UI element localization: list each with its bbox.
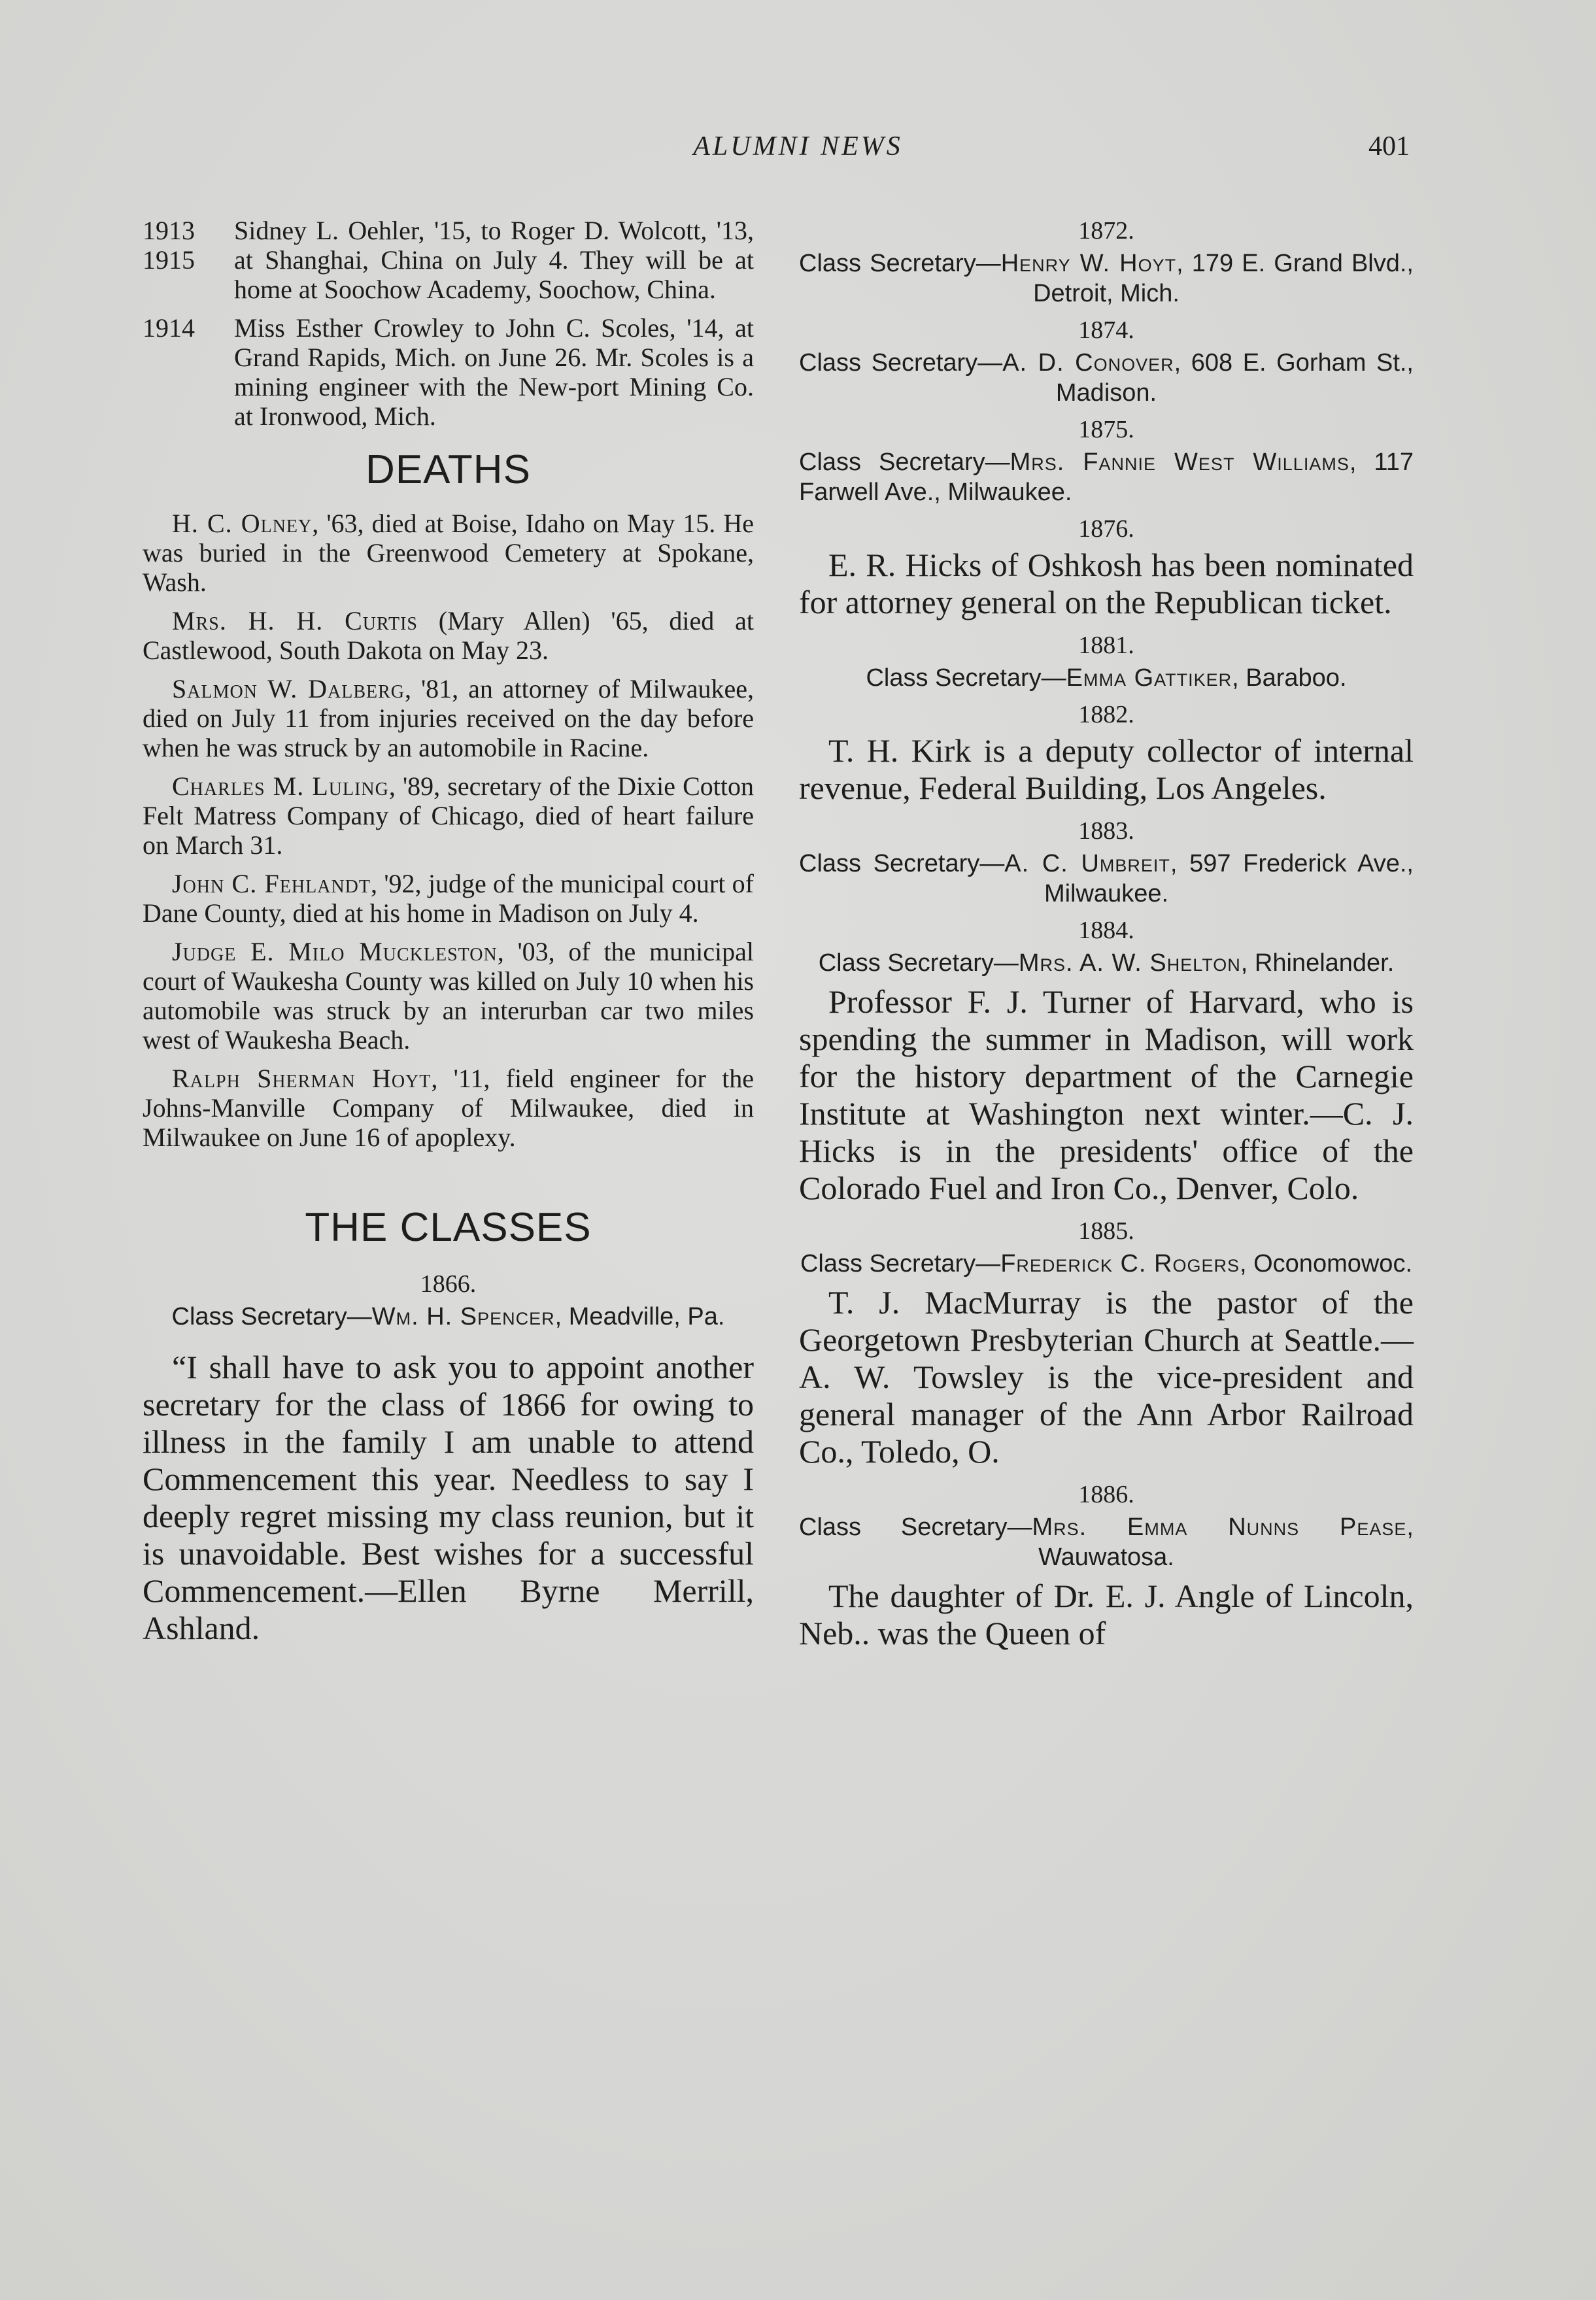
sec-name: Mrs. Fannie West Williams	[1010, 448, 1350, 476]
class-note: E. R. Hicks of Oshkosh has been nominated for attorney general on the Republican ticket.	[799, 547, 1414, 620]
sec-prefix: Class Secretary—	[866, 664, 1066, 692]
sec-prefix: Class Secretary—	[799, 349, 1003, 377]
deaths-heading: DEATHS	[365, 447, 531, 492]
sec-prefix: Class Secretary—	[799, 250, 1001, 277]
death-notice	[143, 606, 754, 665]
sec-rest: , Baraboo.	[1232, 664, 1347, 692]
class-secretary	[799, 948, 1414, 978]
class-note: Professor F. J. Turner of Harvard, who is spending the summer in Madison, will work for the history department of the Carnegie Institute at Washington next winter.—C. J. Hicks is in the presidents' office of the Colorado Fuel and Iron Co., Denver, Colo.	[799, 983, 1414, 1206]
class-year: 1875.	[1078, 416, 1134, 443]
death-text: , '92, judge of the municipal court of Dane County, died at his home in Madison on July 4.	[143, 869, 754, 928]
sec-prefix: Class Secretary—	[799, 448, 1010, 476]
class-note: “I shall have to ask you to appoint another secretary for the class of 1866 for owing to illness in the family I am unable to attend Commencement this year. Needless to say I deeply regret missing my class reunion, but it is unavoidable. Best wishes for a successful Commencement.—Ellen Byrne Merrill, Ashland.	[143, 1349, 754, 1646]
death-name: Ralph Sherman Hoyt	[172, 1064, 432, 1093]
class-secretary	[799, 1512, 1414, 1572]
class-year: 1874.	[1078, 316, 1134, 344]
sec-name: Emma Gattiker	[1066, 664, 1232, 692]
death-notice	[143, 869, 754, 928]
page-header	[0, 131, 1596, 170]
sec-rest: , 179 E. Grand Blvd., Detroit, Mich.	[1033, 250, 1414, 307]
class-year: 1882.	[1078, 701, 1134, 728]
year-label: 1913	[143, 216, 195, 245]
class-year: 1876.	[1078, 515, 1134, 543]
marriage-entry	[143, 216, 754, 304]
class-secretary	[799, 348, 1414, 408]
page-number: 401	[1368, 131, 1410, 161]
class-year: 1881.	[1078, 632, 1134, 659]
death-name: Salmon W. Dalberg	[172, 674, 405, 703]
death-notice	[143, 771, 754, 860]
year-label: 1915	[143, 245, 195, 275]
sec-name: Henry W. Hoyt	[1000, 250, 1177, 277]
class-secretary	[799, 447, 1414, 507]
death-name: H. C. Olney	[172, 509, 313, 538]
sec-name: A. C. Umbreit	[1004, 850, 1170, 877]
death-text: , '81, an attorney of Milwaukee, died on July 11 from injuries received on the day before when he was struck by an automobile in Racine.	[143, 674, 754, 762]
class-note: The daughter of Dr. E. J. Angle of Lincoln, Neb.. was the Queen of	[799, 1578, 1414, 1651]
left-column	[143, 216, 754, 1656]
sec-name: Frederick C. Rogers	[1000, 1250, 1240, 1277]
death-text: , '63, died at Boise, Idaho on May 15. He was buried in the Greenwood Cemetery at Spokane, Wash.	[143, 509, 754, 597]
class-secretary	[799, 1249, 1414, 1279]
sec-prefix: Class Secretary—	[800, 1250, 1001, 1277]
death-name: Charles M. Luling	[172, 771, 389, 801]
sec-prefix: Class Secretary—	[818, 949, 1019, 977]
sec-prefix: Class Secretary—	[171, 1303, 372, 1330]
sec-prefix: Class Secretary—	[799, 850, 1005, 877]
class-note: T. J. MacMurray is the pastor of the Georgetown Presbyterian Church at Seattle.—A. W. Towsley is the vice-president and general manager of the Ann Arbor Railroad Co., Toledo, O.	[799, 1284, 1414, 1470]
sec-name: Mrs. Emma Nunns Pease	[1032, 1514, 1407, 1541]
class-secretary	[799, 849, 1414, 909]
marriage-text: Sidney L. Oehler, '15, to Roger D. Wolcott, '13, at Shanghai, China on July 4. They will be at home at Soochow Academy, Soochow, China.	[234, 216, 754, 304]
death-text: , '89, secretary of the Dixie Cotton Felt Matress Company of Chicago, died of heart failure on March 31.	[143, 771, 754, 860]
marriage-text: Miss Esther Crowley to John C. Scoles, '14, at Grand Rapids, Mich. on June 26. Mr. Scoles is a mining engineer with the New-port Mining Co. at Ironwood, Mich.	[234, 313, 754, 431]
sec-rest: , 597 Frederick Ave., Milwaukee.	[1044, 850, 1414, 907]
year-label: 1914	[143, 313, 195, 343]
sec-rest: , 608 E. Gorham St., Madison.	[1055, 349, 1414, 407]
death-text: , '03, of the municipal court of Waukesha County was killed on July 10 when his automobile was struck by an interurban car two miles west of Waukesha Beach.	[143, 937, 755, 1055]
death-name: John C. Fehlandt	[172, 869, 371, 898]
sec-rest: , Oconomowoc.	[1240, 1250, 1412, 1277]
death-notice	[143, 509, 754, 597]
class-secretary	[799, 663, 1414, 693]
sec-rest: , Rhinelander.	[1240, 949, 1395, 977]
classes-heading: THE CLASSES	[305, 1205, 592, 1250]
death-notice	[143, 674, 754, 762]
death-text: (Mary Allen) '65, died at Castlewood, South Dakota on May 23.	[143, 606, 754, 665]
marriage-entry	[143, 313, 754, 431]
sec-name: Mrs. A. W. Shelton	[1018, 949, 1241, 977]
marriage-years	[143, 216, 234, 304]
sec-rest: , Wauwatosa.	[1038, 1514, 1414, 1571]
running-title: ALUMNI NEWS	[693, 131, 903, 161]
sec-name: A. D. Conover	[1002, 349, 1174, 377]
death-name: Mrs. H. H. Curtis	[172, 606, 418, 635]
class-year: 1886.	[1078, 1481, 1134, 1508]
class-secretary	[799, 248, 1414, 309]
death-text: , '11, field engineer for the Johns-Manville Company of Milwaukee, died in Milwaukee on June 16 of apoplexy.	[143, 1064, 754, 1152]
death-name: Judge E. Milo Muckleston	[172, 937, 498, 966]
sec-prefix: Class Secretary—	[799, 1514, 1032, 1541]
class-year: 1883.	[1078, 817, 1134, 845]
death-notice	[143, 937, 754, 1055]
class-year: 1884.	[1078, 917, 1134, 944]
class-year: 1872.	[1078, 217, 1134, 245]
class-year: 1885.	[1078, 1217, 1134, 1245]
sec-rest: , 117 Farwell Ave., Milwaukee.	[799, 448, 1414, 506]
death-notice	[143, 1064, 754, 1152]
marriage-years	[143, 313, 234, 431]
class-note: T. H. Kirk is a deputy collector of internal revenue, Federal Building, Los Angeles.	[799, 732, 1414, 806]
sec-name: Wm. H. Spencer	[371, 1303, 555, 1330]
class-year: 1866.	[420, 1270, 477, 1298]
class-secretary	[143, 1302, 754, 1332]
sec-rest: , Meadville, Pa.	[554, 1303, 725, 1330]
right-column	[799, 216, 1414, 1661]
